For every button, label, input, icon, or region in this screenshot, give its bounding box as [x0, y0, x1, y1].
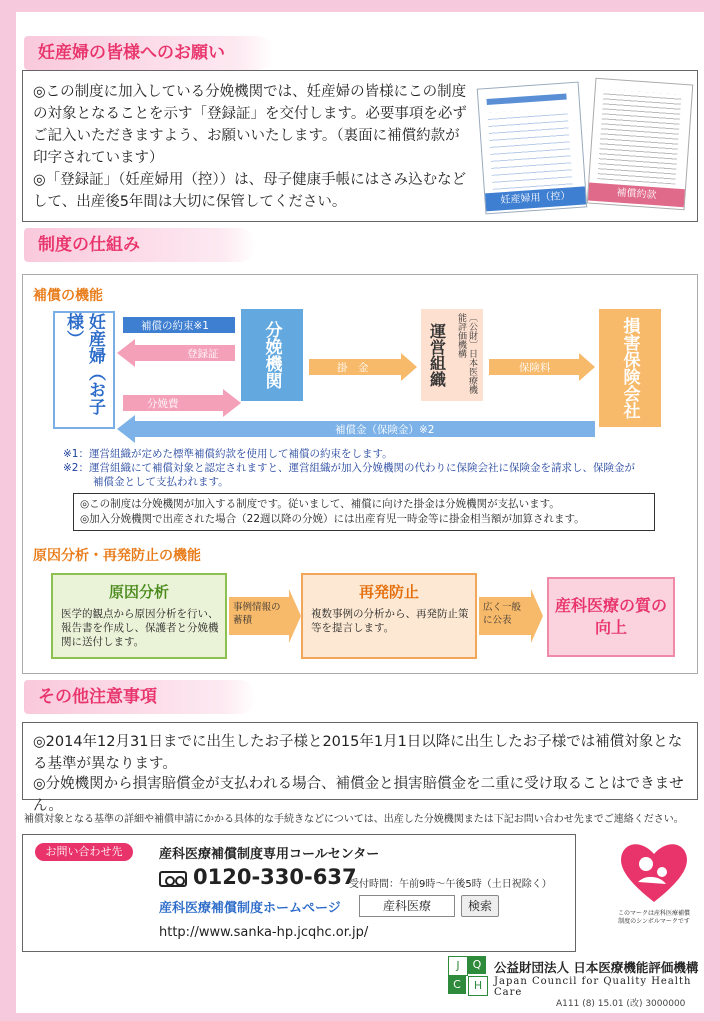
arrow-certificate-head — [117, 339, 135, 367]
org-name: 公益財団法人 日本医療機能評価機構 — [494, 960, 699, 975]
section-title-request: 妊産婦の皆様へのお願い — [24, 36, 274, 70]
analysis-function-title: 原因分析・再発防止の機能 — [33, 548, 201, 564]
note-1: ※1：運営組織が定めた標準補償約款を使用して補償の約束をします。 — [63, 448, 393, 460]
prevention-title: 再発防止 — [358, 583, 419, 601]
flyer-page — [16, 12, 704, 1013]
arrow-compensation-label: 補償金（保険金）※2 — [335, 424, 435, 436]
terms-document-image — [587, 78, 694, 211]
arrow-promise — [123, 317, 235, 333]
insurer-box: 損害保険会社 — [599, 309, 661, 427]
operating-org-name: 〔公財〕日本医療機能評価機構 — [456, 313, 477, 394]
print-code: A111 (8) 15.01 (改) 3000000 — [556, 999, 686, 1009]
arrow-accumulate-label: 事例情報の蓄積 — [233, 602, 281, 626]
org-name-en: Japan Council for Quality Health Care — [494, 976, 692, 998]
arrow-publish — [479, 597, 531, 635]
info-1: ◎この制度は分娩機関が加入する制度です。従いまして、補償に向けた掛金は分娩機関が支払います。 — [80, 498, 560, 510]
logo-letter-h: H — [468, 976, 488, 996]
doc-label-registration: 妊産婦用（控） — [485, 186, 586, 211]
logo-letter-j: J — [448, 956, 468, 976]
arrow-fee-head — [223, 389, 241, 417]
prevention-box — [301, 573, 477, 659]
footer-notice: 補償対象となる基準の詳細や補償申請にかかる具体的な手続きなどについては、出産した分娩機関または下記お問い合わせ先までご連絡ください。 — [24, 814, 684, 825]
logo-letter-q: Q — [468, 956, 486, 974]
arrow-accumulate — [229, 597, 289, 635]
call-hours: 受付時間：午前9時～午後5時（土日祝除く） — [349, 879, 552, 890]
arrow-insurance-fee-label: 保険料 — [519, 362, 551, 374]
analysis-title: 原因分析 — [108, 583, 169, 601]
operating-org-box — [421, 309, 483, 401]
homepage-label: 産科医療補償制度ホームページ — [159, 901, 341, 916]
doc-label-terms: 補償約款 — [588, 183, 685, 208]
symbol-mark-caption: このマークは産科医療補償制度のシンボルマークです — [617, 910, 690, 925]
request-text-2: ◎「登録証」（妊産婦用（控））は、母子健康手帳にはさみ込むなどして、出産後5年間は大切に保管してください。 — [33, 172, 467, 210]
facility-box: 分娩機関 — [241, 309, 303, 401]
arrow-insurance-fee — [489, 359, 579, 375]
registration-card-image — [477, 82, 588, 215]
arrow-promise-label: 補償の約束※1 — [141, 320, 209, 332]
arrow-premium — [309, 359, 401, 375]
info-box — [73, 493, 655, 531]
notes-text-1: ◎2014年12月31日までに出生したお子様と2015年1月1日以降に出生したお子様では補償対象となる基準が異なります。 — [33, 734, 683, 772]
arrow-insurance-fee-head — [579, 353, 595, 381]
arrow-publish-head — [531, 589, 543, 643]
compensation-function-title: 補償の機能 — [33, 288, 103, 304]
arrow-compensation-head — [117, 415, 135, 443]
arrow-fee-label: 分娩費 — [147, 398, 179, 410]
mother-box: 妊産婦（お子様） — [53, 311, 115, 429]
request-text-1: ◎この制度に加入している分娩機関では、妊産婦の皆様にこの制度の対象となることを示す「登録証」を交付します。必要事項を必ずご記入いただきますよう、お願いいたします。（裏面に補償約款が印字されています） — [33, 84, 467, 166]
arrow-compensation — [135, 421, 595, 437]
call-center-name: 産科医療補償制度専用コールセンター — [159, 847, 380, 862]
notes-text-2: ◎分娩機関から損害賠償金が支払われる場合、補償金と損害賠償金を二重に受け取ることはできません。 — [33, 776, 684, 814]
notes-box — [22, 722, 698, 814]
logo-letter-c: C — [448, 976, 466, 994]
quality-improvement-box: 産科医療の質の向上 — [547, 577, 675, 657]
arrow-fee — [123, 395, 223, 411]
phone-number[interactable]: 0120-330-637 — [193, 865, 357, 889]
search-button[interactable]: 検索 — [461, 895, 499, 917]
note-2: ※2：運営組織にて補償対象と認定されますと、運営組織が加入分娩機関の代わりに保険会社に保険金を請求し、保険金が — [63, 462, 635, 474]
search-input[interactable]: 産科医療 — [359, 895, 455, 917]
note-2b: 補償金として支払われます。 — [93, 476, 229, 488]
analysis-text: 医学的観点から原因分析を行い、報告書を作成し、保護者と分娩機関に送付します。 — [61, 608, 219, 648]
arrow-premium-head — [401, 353, 417, 381]
arrow-premium-label: 掛 金 — [337, 362, 369, 374]
heart-mother-child-icon — [616, 836, 692, 906]
symbol-mark — [616, 836, 692, 936]
section-title-mechanism: 制度の仕組み — [24, 228, 256, 262]
info-2: ◎加入分娩機関で出産された場合（22週以降の分娩）には出産育児一時金等に掛金相当額が加算されます。 — [80, 513, 585, 525]
analysis-box — [51, 573, 227, 659]
contact-box — [22, 834, 576, 952]
free-dial-icon — [159, 871, 187, 887]
arrow-certificate — [135, 345, 235, 361]
jqhc-logo — [448, 956, 488, 996]
mechanism-box — [22, 274, 698, 674]
operating-org-label: 運営組織 — [427, 323, 447, 387]
section-title-notes: その他注意事項 — [24, 680, 256, 714]
prevention-text: 複数事例の分析から、再発防止策等を提言します。 — [311, 608, 469, 634]
contact-tag: お問い合わせ先 — [35, 843, 133, 861]
request-box — [22, 70, 698, 222]
arrow-accumulate-head — [289, 589, 301, 643]
arrow-publish-label: 広く一般に公表 — [483, 602, 522, 626]
homepage-url[interactable]: http://www.sanka-hp.jcqhc.or.jp/ — [159, 925, 369, 940]
arrow-certificate-label: 登録証 — [187, 348, 219, 360]
